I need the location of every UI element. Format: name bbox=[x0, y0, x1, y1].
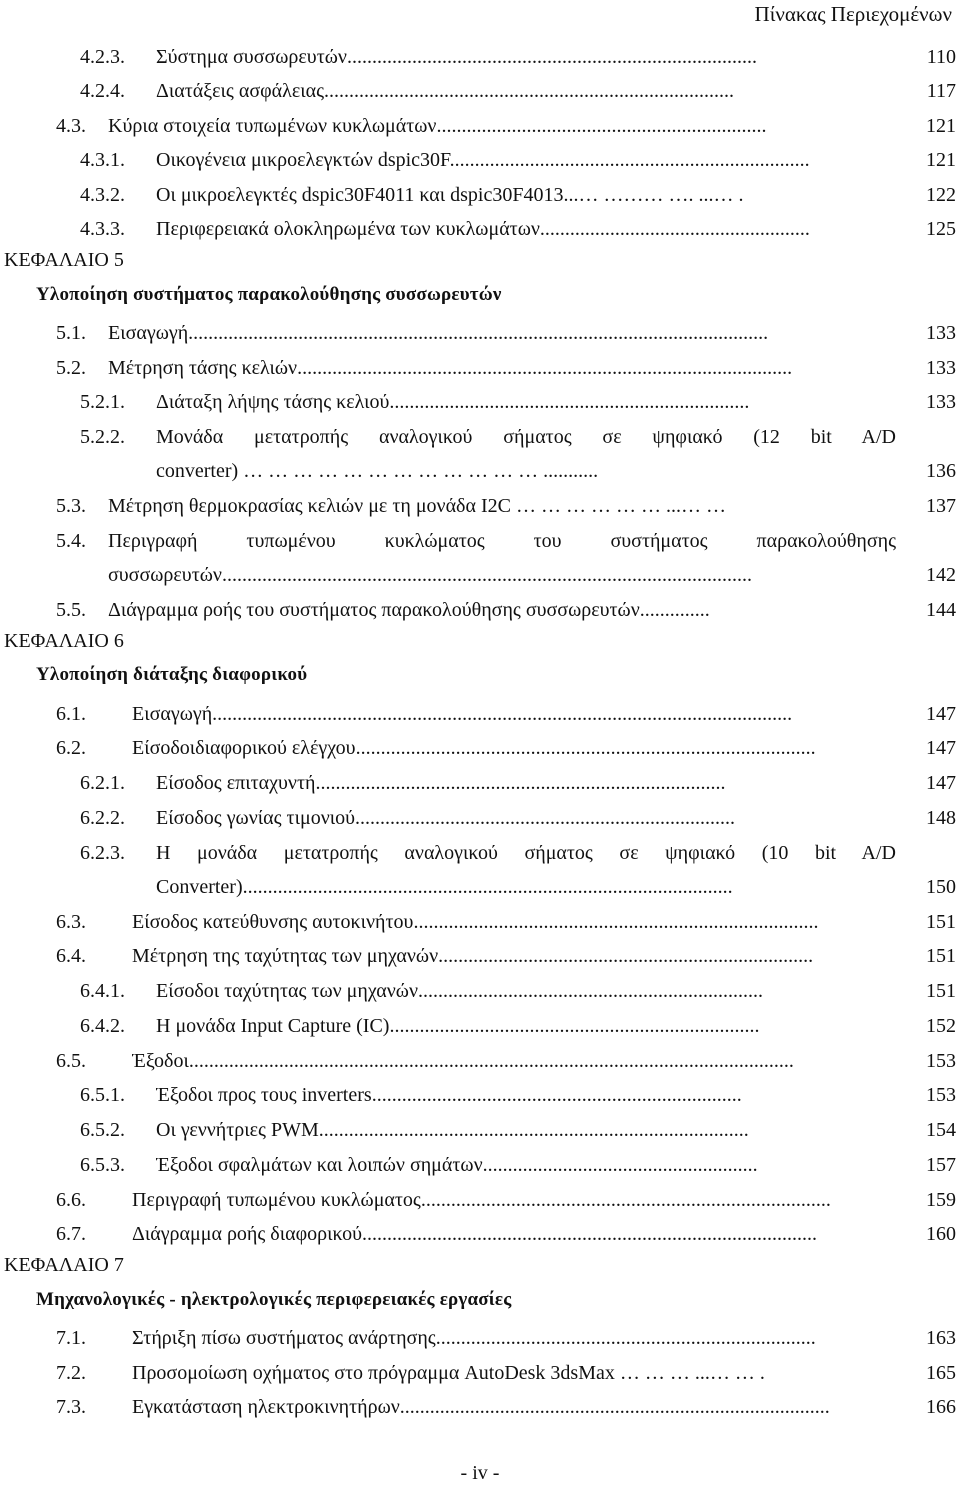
dot-leader: ........................................................................ bbox=[389, 391, 750, 413]
entry-title bbox=[156, 803, 896, 833]
dot-leader: ............................................................................................ bbox=[355, 737, 816, 759]
entry-title bbox=[156, 387, 896, 417]
dot-leader: .................................................................................................................... bbox=[188, 322, 769, 344]
entry-page-number: 137 bbox=[926, 495, 956, 517]
entry-title bbox=[132, 941, 896, 971]
dot-leader: ......................................................................................................................... bbox=[188, 1050, 794, 1072]
entry-title-text: Είσοδοιδιαφορικού ελέγχου bbox=[132, 737, 356, 759]
entry-title bbox=[156, 145, 896, 175]
entry-title bbox=[132, 733, 896, 763]
toc-entry bbox=[0, 387, 960, 417]
entry-number: 5.5. bbox=[56, 599, 86, 621]
entry-page-number: 151 bbox=[926, 945, 956, 967]
entry-page-number: 152 bbox=[926, 1015, 956, 1037]
entry-number: 6.2.1. bbox=[80, 772, 125, 794]
toc-entry bbox=[0, 699, 960, 729]
entry-title-continuation-text: converter) bbox=[156, 460, 239, 482]
entry-number: 7.2. bbox=[56, 1362, 86, 1384]
entry-number: 5.2.1. bbox=[80, 391, 125, 413]
toc-entry-continuation bbox=[0, 560, 960, 590]
toc-entry bbox=[0, 1080, 960, 1110]
entry-title bbox=[156, 976, 896, 1006]
entry-title-text: Μέτρηση θερμοκρασίας κελιών με τη μονάδα I2C bbox=[108, 495, 511, 517]
entry-page-number: 117 bbox=[926, 80, 956, 102]
entry-number: 4.2.3. bbox=[80, 46, 125, 68]
entry-title-continuation-text: συσσωρευτών bbox=[108, 564, 222, 586]
entry-page-number: 147 bbox=[926, 772, 956, 794]
entry-title-text: Οι γεννήτριες PWM bbox=[156, 1119, 319, 1141]
toc-entry bbox=[0, 422, 960, 452]
toc-entry bbox=[0, 145, 960, 175]
entry-title-text: Είσοδος επιταχυντή bbox=[156, 772, 316, 794]
entry-title-text: Εισαγωγή bbox=[108, 322, 189, 344]
dot-leader: ........................................................................... bbox=[438, 945, 814, 967]
entry-page-number: 165 bbox=[926, 1362, 956, 1384]
entry-number: 5.2. bbox=[56, 357, 86, 379]
toc-entry-continuation bbox=[0, 456, 960, 486]
toc-entry-continuation bbox=[0, 872, 960, 902]
entry-page-number: 147 bbox=[926, 737, 956, 759]
dot-leader: .................................................................................. bbox=[324, 80, 735, 102]
entry-title-text: Στήριξη πίσω συστήματος ανάρτησης bbox=[132, 1327, 436, 1349]
chapter-label: ΚΕΦΑΛΑΙΟ 7 bbox=[4, 1254, 124, 1276]
entry-page-number: 147 bbox=[926, 703, 956, 725]
toc-entry bbox=[0, 941, 960, 971]
toc-entry bbox=[0, 526, 960, 556]
entry-page-number: 166 bbox=[926, 1396, 956, 1418]
toc-entry bbox=[0, 491, 960, 521]
entry-number: 6.5. bbox=[56, 1050, 86, 1072]
chapter-title: Υλοποίηση διάταξης διαφορικού bbox=[36, 664, 308, 685]
dot-leader: .................................................................. bbox=[436, 115, 767, 137]
entry-page-number: 151 bbox=[926, 911, 956, 933]
entry-page-number: 157 bbox=[926, 1154, 956, 1176]
entry-number: 6.4.2. bbox=[80, 1015, 125, 1037]
entry-page-number: 151 bbox=[926, 980, 956, 1002]
dot-leader: .................................................................................................. bbox=[242, 876, 733, 898]
entry-title-text: Είσοδος γωνίας τιμονιού bbox=[156, 807, 356, 829]
entry-page-number: 133 bbox=[926, 357, 956, 379]
entry-title-text: Έξοδοι προς τους inverters bbox=[156, 1084, 372, 1106]
entry-number: 6.2.2. bbox=[80, 807, 125, 829]
entry-number: 6.5.3. bbox=[80, 1154, 125, 1176]
entry-title-text: Σύστημα συσσωρευτών bbox=[156, 46, 347, 68]
entry-number: 6.7. bbox=[56, 1223, 86, 1245]
dot-leader: .................................................................................. bbox=[346, 46, 757, 68]
entry-title-text: Μέτρηση τάσης κελιών bbox=[108, 357, 298, 379]
entry-page-number: 148 bbox=[926, 807, 956, 829]
dot-leader: .................................................................................. bbox=[315, 772, 726, 794]
entry-title-text: Περιγραφή τυπωμένου κυκλώματος του συστήματος παρακολούθησης bbox=[108, 530, 896, 552]
entry-title-text: Μέτρηση της ταχύτητας των μηχανών bbox=[132, 945, 439, 967]
entry-number: 5.4. bbox=[56, 530, 86, 552]
toc-entry bbox=[0, 1358, 960, 1388]
toc-entry bbox=[0, 907, 960, 937]
dot-leader: .......................................................................... bbox=[371, 1084, 742, 1106]
entry-title-text: Διατάξεις ασφάλειας bbox=[156, 80, 325, 102]
entry-page-number: 144 bbox=[926, 599, 956, 621]
entry-page-number: 133 bbox=[926, 322, 956, 344]
entry-page-number: 122 bbox=[926, 184, 956, 206]
entry-title-continuation bbox=[156, 456, 896, 486]
dot-leader: .................................................................................. bbox=[420, 1189, 831, 1211]
entry-page-number: 163 bbox=[926, 1327, 956, 1349]
entry-page-number: 110 bbox=[926, 46, 956, 68]
toc-entry bbox=[0, 1150, 960, 1180]
toc-entry bbox=[0, 353, 960, 383]
entry-title-text: Οι μικροελεγκτές dspic30F4011 και dspic30F4013 bbox=[156, 184, 564, 206]
chapter-label: ΚΕΦΑΛΑΙΟ 5 bbox=[4, 249, 124, 271]
entry-number: 6.5.1. bbox=[80, 1084, 125, 1106]
dot-leader: .......................................................................... bbox=[389, 1015, 760, 1037]
entry-title bbox=[156, 1011, 896, 1041]
toc-entry bbox=[0, 768, 960, 798]
entry-number: 6.4. bbox=[56, 945, 86, 967]
toc-entry bbox=[0, 838, 960, 868]
dot-leader: ........................................................................ bbox=[449, 149, 810, 171]
entry-number: 7.3. bbox=[56, 1396, 86, 1418]
entry-title-text: Έξοδοι σφαλμάτων και λοιπών σημάτων bbox=[156, 1154, 483, 1176]
entry-title bbox=[132, 907, 896, 937]
entry-number: 5.1. bbox=[56, 322, 86, 344]
entry-page-number: 153 bbox=[926, 1084, 956, 1106]
toc-entry bbox=[0, 76, 960, 106]
entry-number: 5.3. bbox=[56, 495, 86, 517]
entry-page-number: 153 bbox=[926, 1050, 956, 1072]
entry-title-text: Διάγραμμα ροής διαφορικού bbox=[132, 1223, 363, 1245]
entry-title bbox=[156, 838, 896, 868]
entry-page-number: 154 bbox=[926, 1119, 956, 1141]
entry-number: 5.2.2. bbox=[80, 426, 125, 448]
entry-number: 6.5.2. bbox=[80, 1119, 125, 1141]
page-header: Πίνακας Περιεχομένων bbox=[754, 2, 952, 26]
dot-leader: ...................................................................................... bbox=[318, 1119, 749, 1141]
entry-number: 6.4.1. bbox=[80, 980, 125, 1002]
entry-title bbox=[156, 214, 896, 244]
chapter-title: Μηχανολογικές - ηλεκτρολογικές περιφερειακές εργασίες bbox=[36, 1289, 512, 1310]
entry-number: 7.1. bbox=[56, 1327, 86, 1349]
entry-title-continuation bbox=[156, 872, 896, 902]
entry-number: 4.3. bbox=[56, 115, 86, 137]
toc-entry bbox=[0, 180, 960, 210]
toc-entry bbox=[0, 803, 960, 833]
entry-page-number: 136 bbox=[926, 460, 956, 482]
dot-leader: ................................................................................. bbox=[413, 911, 819, 933]
entry-title bbox=[156, 42, 896, 72]
entry-title-text: Κύρια στοιχεία τυπωμένων κυκλωμάτων bbox=[108, 115, 437, 137]
entry-title-continuation bbox=[108, 560, 896, 590]
entry-number: 4.3.3. bbox=[80, 218, 125, 240]
page-number-footer: - iv - bbox=[460, 1462, 500, 1484]
entry-number: 6.6. bbox=[56, 1189, 86, 1211]
toc-entry bbox=[0, 1046, 960, 1076]
entry-title bbox=[132, 699, 896, 729]
dot-leader: ........................................................................................... bbox=[362, 1223, 818, 1245]
dot-leader: ..................................................................... bbox=[418, 980, 764, 1002]
entry-title bbox=[132, 1358, 896, 1388]
toc-entry bbox=[0, 1392, 960, 1422]
entry-title-text: Εγκατάσταση ηλεκτροκινητήρων bbox=[132, 1396, 400, 1418]
entry-number: 6.2.3. bbox=[80, 842, 125, 864]
entry-title-text: Είσοδος κατεύθυνσης αυτοκινήτου bbox=[132, 911, 414, 933]
entry-title bbox=[156, 768, 896, 798]
dot-leader: ...................................................................................... bbox=[399, 1396, 830, 1418]
dot-leader: .............. bbox=[639, 599, 710, 621]
entry-page-number: 125 bbox=[926, 218, 956, 240]
toc-entry bbox=[0, 733, 960, 763]
dot-leader: … … … ...… … . bbox=[614, 1362, 765, 1384]
dot-leader: .......................................................................................................... bbox=[221, 564, 752, 586]
entry-number: 6.2. bbox=[56, 737, 86, 759]
entry-number: 4.3.1. bbox=[80, 149, 125, 171]
dot-leader: ...… ……… …. ...… . bbox=[563, 184, 744, 206]
entry-title bbox=[108, 111, 896, 141]
entry-title-text: Μονάδα μετατροπής αναλογικού σήματος σε ψηφιακό (12 bit A/D bbox=[156, 426, 896, 448]
entry-title-text: Εισαγωγή bbox=[132, 703, 213, 725]
entry-title bbox=[132, 1392, 896, 1422]
entry-number: 6.1. bbox=[56, 703, 86, 725]
entry-title-text: Η μονάδα Input Capture (IC) bbox=[156, 1015, 390, 1037]
dot-leader: ............................................................................ bbox=[355, 807, 736, 829]
toc-entry bbox=[0, 1323, 960, 1353]
chapter-title: Υλοποίηση συστήματος παρακολούθησης συσσωρευτών bbox=[36, 284, 502, 305]
entry-title-text: Διάγραμμα ροής του συστήματος παρακολούθησης συσσωρευτών bbox=[108, 599, 640, 621]
entry-page-number: 160 bbox=[926, 1223, 956, 1245]
entry-title-text: Η μονάδα μετατροπής αναλογικού σήματος σε ψηφιακό (10 bit A/D bbox=[156, 842, 896, 864]
entry-page-number: 159 bbox=[926, 1189, 956, 1211]
entry-page-number: 121 bbox=[926, 149, 956, 171]
toc-entry bbox=[0, 1185, 960, 1215]
entry-page-number: 150 bbox=[926, 876, 956, 898]
toc-entry bbox=[0, 1011, 960, 1041]
dot-leader: ................................................................................................... bbox=[297, 357, 793, 379]
entry-title bbox=[108, 318, 896, 348]
entry-title bbox=[132, 1046, 896, 1076]
dot-leader: ....................................................... bbox=[482, 1154, 758, 1176]
entry-title bbox=[156, 1150, 896, 1180]
entry-title bbox=[132, 1323, 896, 1353]
entry-page-number: 121 bbox=[926, 115, 956, 137]
toc-entry bbox=[0, 1115, 960, 1145]
entry-title-text: Προσομοίωση οχήματος στο πρόγραμμα AutoDesk 3dsMax bbox=[132, 1362, 615, 1384]
entry-title bbox=[156, 1115, 896, 1145]
dot-leader: ............................................................................ bbox=[435, 1327, 816, 1349]
entry-title bbox=[156, 422, 896, 452]
entry-title bbox=[108, 353, 896, 383]
chapter-label: ΚΕΦΑΛΑΙΟ 6 bbox=[4, 630, 124, 652]
entry-title bbox=[108, 526, 896, 556]
entry-number: 4.3.2. bbox=[80, 184, 125, 206]
dot-leader: ...................................................... bbox=[539, 218, 810, 240]
entry-title bbox=[132, 1219, 896, 1249]
entry-number: 4.2.4. bbox=[80, 80, 125, 102]
entry-title bbox=[156, 76, 896, 106]
entry-title-text: Διάταξη λήψης τάσης κελιού bbox=[156, 391, 390, 413]
entry-title bbox=[132, 1185, 896, 1215]
entry-number: 6.3. bbox=[56, 911, 86, 933]
entry-title bbox=[156, 1080, 896, 1110]
entry-title-text: Έξοδοι bbox=[132, 1050, 189, 1072]
entry-title-text: Οικογένεια μικροελεγκτών dspic30F bbox=[156, 149, 450, 171]
toc-entry bbox=[0, 595, 960, 625]
entry-page-number: 133 bbox=[926, 391, 956, 413]
entry-title-text: Περιφερειακά ολοκληρωμένα των κυκλωμάτων bbox=[156, 218, 540, 240]
entry-title bbox=[156, 180, 896, 210]
dot-leader: .................................................................................................................... bbox=[212, 703, 793, 725]
entry-title-text: Περιγραφή τυπωμένου κυκλώματος bbox=[132, 1189, 421, 1211]
entry-title bbox=[108, 595, 896, 625]
entry-title bbox=[108, 491, 896, 521]
entry-title-continuation-text: Converter) bbox=[156, 876, 243, 898]
dot-leader: … … … … … … … … … … … … ........... bbox=[238, 460, 599, 482]
toc-entry bbox=[0, 111, 960, 141]
toc-entry bbox=[0, 42, 960, 72]
dot-leader: … … … … … … ...… … bbox=[510, 495, 726, 517]
toc-entry bbox=[0, 976, 960, 1006]
toc-entry bbox=[0, 318, 960, 348]
toc-entry bbox=[0, 214, 960, 244]
entry-page-number: 142 bbox=[926, 564, 956, 586]
toc-entry bbox=[0, 1219, 960, 1249]
entry-title-text: Είσοδοι ταχύτητας των μηχανών bbox=[156, 980, 419, 1002]
